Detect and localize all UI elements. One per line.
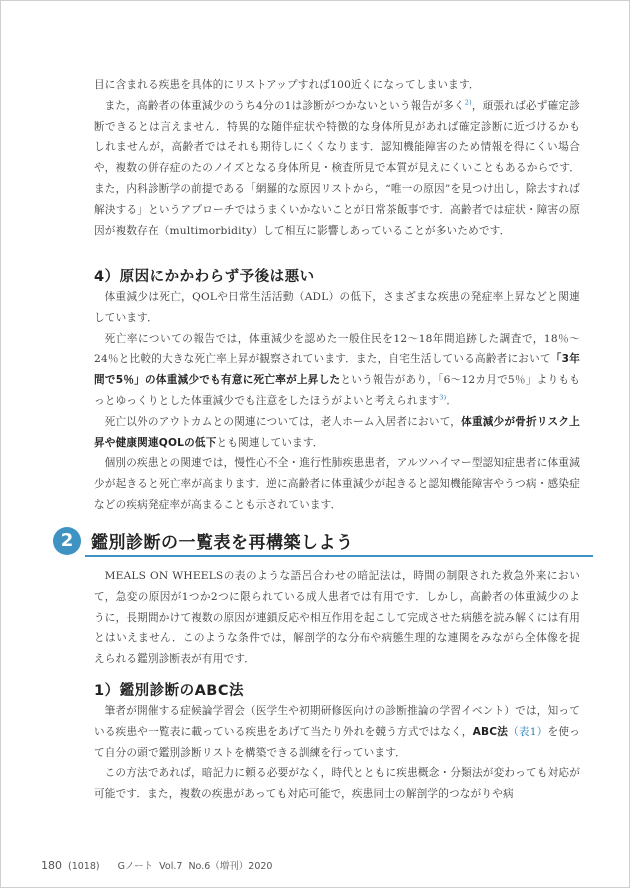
subsection-4-heading: 4）原因にかかわらず予後は悪い: [94, 269, 315, 285]
subsection-1-heading: 1）鑑別診断のABC法: [94, 683, 245, 699]
sub4-paragraph-2: [94, 329, 580, 412]
journal-issue: No.6（増刊）2020: [188, 861, 273, 872]
sub1-paragraph-2: この方法であれば，暗記力に頼る必要がなく，時代とともに疾患概念・分類法が変わっても対応が可能です．また，複数の疾患があっても対応可能で，疾患同士の解剖学的つながりや病: [94, 767, 580, 801]
sub4-p3-bold: 体重減少が骨折リスク上昇や健康関連QOLの低下: [94, 415, 580, 449]
sub4-paragraph-3: [94, 412, 580, 454]
sub1-p1-text-b: を使って自分の頭で鑑別診断リストを構築できる訓練を行っています．: [94, 725, 580, 759]
section-number-badge: 2: [53, 527, 81, 555]
section-underline: [85, 555, 593, 557]
intro-p2-text-b: ，頑張れば必ず確定診断できるとは言えません．特異的な随伴症状や特徴的な身体所見があれば確定診断に近づけるかもしれませんが，高齢者ではそれも期待しにくくなります．認知機能障害のため情報を得にくい場合や，複数の併存症のたのノイズとなる身体所見・検査所見で本質が見えにくいこともあるからです．また，内科診断学の前提である「網羅的な原因リストから，“唯一の原因”を見つけ出し，除去すれば解決する」というアプローチではうまくいかないことが日常茶飯事です．高齢者では症状・障害の原因が複数存在（multimorbidity）して相互に影響しあっていることが多いためです．: [94, 99, 581, 237]
page-number: 180: [41, 859, 62, 872]
sub4-p2-text-c: ．: [446, 394, 458, 407]
section-2-heading: [53, 526, 593, 558]
section-title: 鑑別診断の一覧表を再構築しよう: [91, 533, 354, 553]
intro-paragraph-1: 目に含まれる疾患を具体的にリストアップすれば100近くになってしまいます．: [94, 79, 480, 91]
subsection-1-text: [94, 701, 580, 805]
subsection-4-text: [94, 287, 580, 516]
intro-paragraph-2: [94, 96, 580, 242]
sub4-p3-text-b: とも関連しています．: [216, 436, 324, 449]
intro-p2-text-a: また，高齢者の体重減少のうち4分の1は診断がつかないという報告が多く: [104, 99, 465, 112]
intro-text: [94, 75, 580, 241]
sub1-p1-text-a: 筆者が開催する症候論学習会（医学生や初期研修医向けの診断推論の学習イベント）では，知っている疾患や一覧表に載っている疾患をあげて当たり外れを競う方式ではなく，: [94, 705, 580, 738]
sub4-p3-text-a: 死亡以外のアウトカムとの関連については，老人ホーム入居者において，: [104, 415, 462, 428]
sub1-p1-bold: ABC法: [472, 725, 509, 738]
reference-3: 3): [439, 393, 447, 402]
reference-2: 2): [464, 98, 472, 107]
sub4-paragraph-4: 個別の疾患との関連では，慢性心不全・進行性肺疾患患者，アルツハイマー型認知症患者に体重減少が起きると死亡率が高まります．逆に高齢者に体重減少が起きると認知機能障害やうつ病・感染症などの疾病発症率が高まることも示されています．: [94, 457, 580, 511]
sub4-p2-bold: 「3年間で5％」の体重減少でも有意に死亡率が上昇した: [94, 353, 580, 387]
section2-paragraph-1: MEALS ON WHEELSの表のような語呂合わせの暗記法は，時間の制限された救急外来において，急変の原因が1つか2つに限られている成人患者では有用です．しかし，高齢者の体重減少のように，長期間かけて複数の原因が連鎖反応や相互作用を起こして完成させた病態を読み解くには有用とはいえません．このような条件では，解剖学的な分布や病態生理的な連関をみながら全体像を捉えられる鑑別診断表が有用です．: [94, 570, 580, 666]
journal-name: Gノート: [117, 861, 154, 872]
journal-volume: Vol.7: [159, 861, 183, 872]
sub1-paragraph-1: [94, 701, 580, 763]
page-footer: [41, 858, 278, 872]
sub4-p2-text-b: という報告があり，「6〜12カ月で5％」よりももっとゆっくりとした体重減少でも注意をしたほうがよいと考えられます: [94, 374, 580, 407]
sub4-p2-text-a: 死亡率についての報告では，体重減少を認めた一般住民を12〜18年間追跡した調査で，18％〜24％と比較的大きな死亡率上昇が観察されています．また，自宅生活している高齢者において: [94, 332, 580, 366]
table-1-reference[interactable]: （表1）: [508, 725, 548, 738]
sub4-paragraph-1: 体重減少は死亡，QOLや日常生活活動（ADL）の低下，さまざまな疾患の発症率上昇などと関連しています．: [94, 291, 580, 324]
section-2-text: [94, 566, 580, 670]
page-number-sub: (1018): [68, 861, 100, 872]
